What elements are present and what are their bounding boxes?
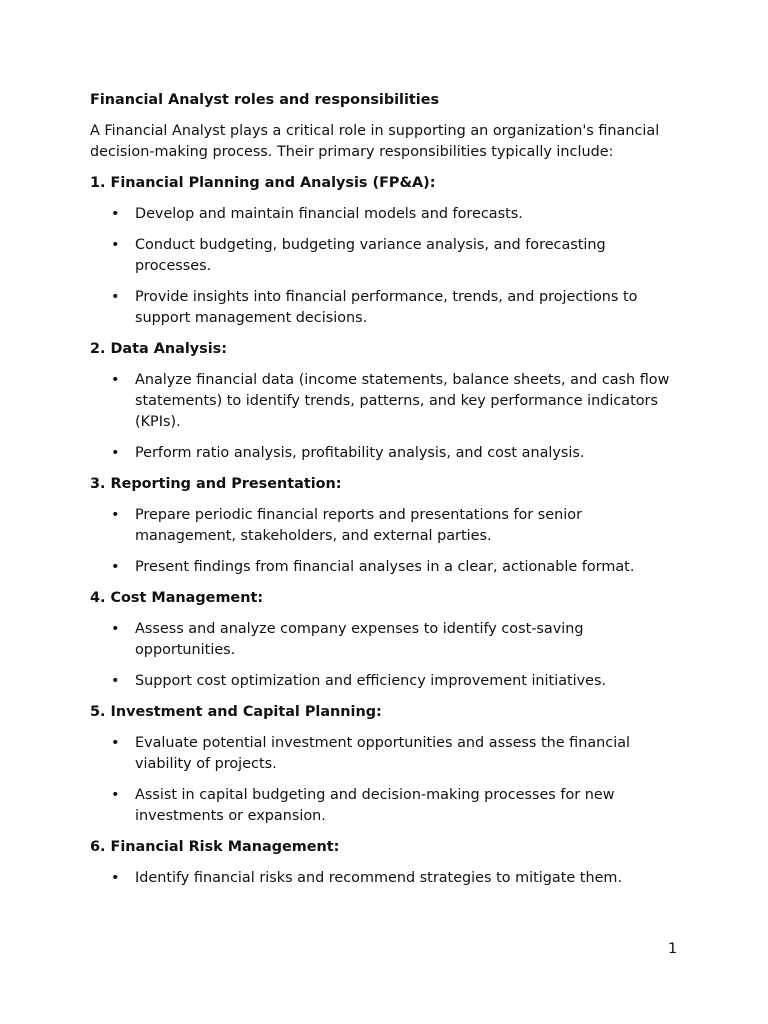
list-item-text: Assist in capital budgeting and decision-making processes for new investments or expansion. (135, 787, 615, 824)
bullet-icon: • (111, 206, 120, 222)
bullet-icon: • (111, 735, 120, 751)
document-page (90, 90, 680, 899)
list-item-text: Conduct budgeting, budgeting variance analysis, and forecasting processes. (135, 237, 606, 274)
bullet-icon: • (111, 237, 120, 253)
list-item (90, 505, 680, 547)
list-item (90, 235, 680, 277)
list-item (90, 443, 680, 464)
list-item (90, 619, 680, 661)
bullet-icon: • (111, 445, 120, 461)
bullet-icon: • (111, 621, 120, 637)
bullet-icon: • (111, 372, 120, 388)
section-heading: 3. Reporting and Presentation: (90, 476, 342, 492)
list-item-text: Assess and analyze company expenses to identify cost-saving opportunities. (135, 621, 584, 658)
bullet-icon: • (111, 559, 120, 575)
section-heading: 2. Data Analysis: (90, 341, 227, 357)
bullet-list (90, 505, 680, 578)
bullet-list (90, 619, 680, 692)
list-item-text: Perform ratio analysis, profitability analysis, and cost analysis. (135, 445, 585, 461)
list-item-text: Evaluate potential investment opportunities and assess the financial viability of projects. (135, 735, 631, 772)
list-item-text: Develop and maintain financial models and forecasts. (135, 206, 523, 222)
bullet-list (90, 370, 680, 464)
bullet-icon: • (111, 289, 120, 305)
section-heading: 1. Financial Planning and Analysis (FP&A): (90, 175, 436, 191)
list-item-text: Identify financial risks and recommend strategies to mitigate them. (135, 870, 623, 886)
list-item-text: Present findings from financial analyses in a clear, actionable format. (135, 559, 635, 575)
intro-paragraph: A Financial Analyst plays a critical role in supporting an organization's financial decision-making process. Their primary responsibilities typically include: (90, 123, 660, 160)
section-heading: 5. Investment and Capital Planning: (90, 704, 382, 720)
list-item-text: Support cost optimization and efficiency improvement initiatives. (135, 673, 607, 689)
list-item (90, 868, 680, 889)
list-item (90, 204, 680, 225)
list-item (90, 671, 680, 692)
document-title: Financial Analyst roles and responsibilities (90, 92, 440, 108)
sections-container (90, 173, 680, 889)
bullet-icon: • (111, 673, 120, 689)
list-item-text: Prepare periodic financial reports and presentations for senior management, stakeholders, and external parties. (135, 507, 582, 544)
page-number: 1 (668, 941, 678, 957)
list-item-text: Analyze financial data (income statements, balance sheets, and cash flow statements) to identify trends, patterns, and key performance indicators (KPIs). (135, 372, 670, 430)
list-item-text: Provide insights into financial performance, trends, and projections to support management decisions. (135, 289, 638, 326)
section-heading: 6. Financial Risk Management: (90, 839, 340, 855)
bullet-list (90, 204, 680, 329)
bullet-list (90, 733, 680, 827)
bullet-icon: • (111, 787, 120, 803)
bullet-list (90, 868, 680, 889)
list-item (90, 557, 680, 578)
list-item (90, 733, 680, 775)
list-item (90, 785, 680, 827)
bullet-icon: • (111, 507, 120, 523)
bullet-icon: • (111, 870, 120, 886)
section-heading: 4. Cost Management: (90, 590, 264, 606)
list-item (90, 287, 680, 329)
list-item (90, 370, 680, 433)
